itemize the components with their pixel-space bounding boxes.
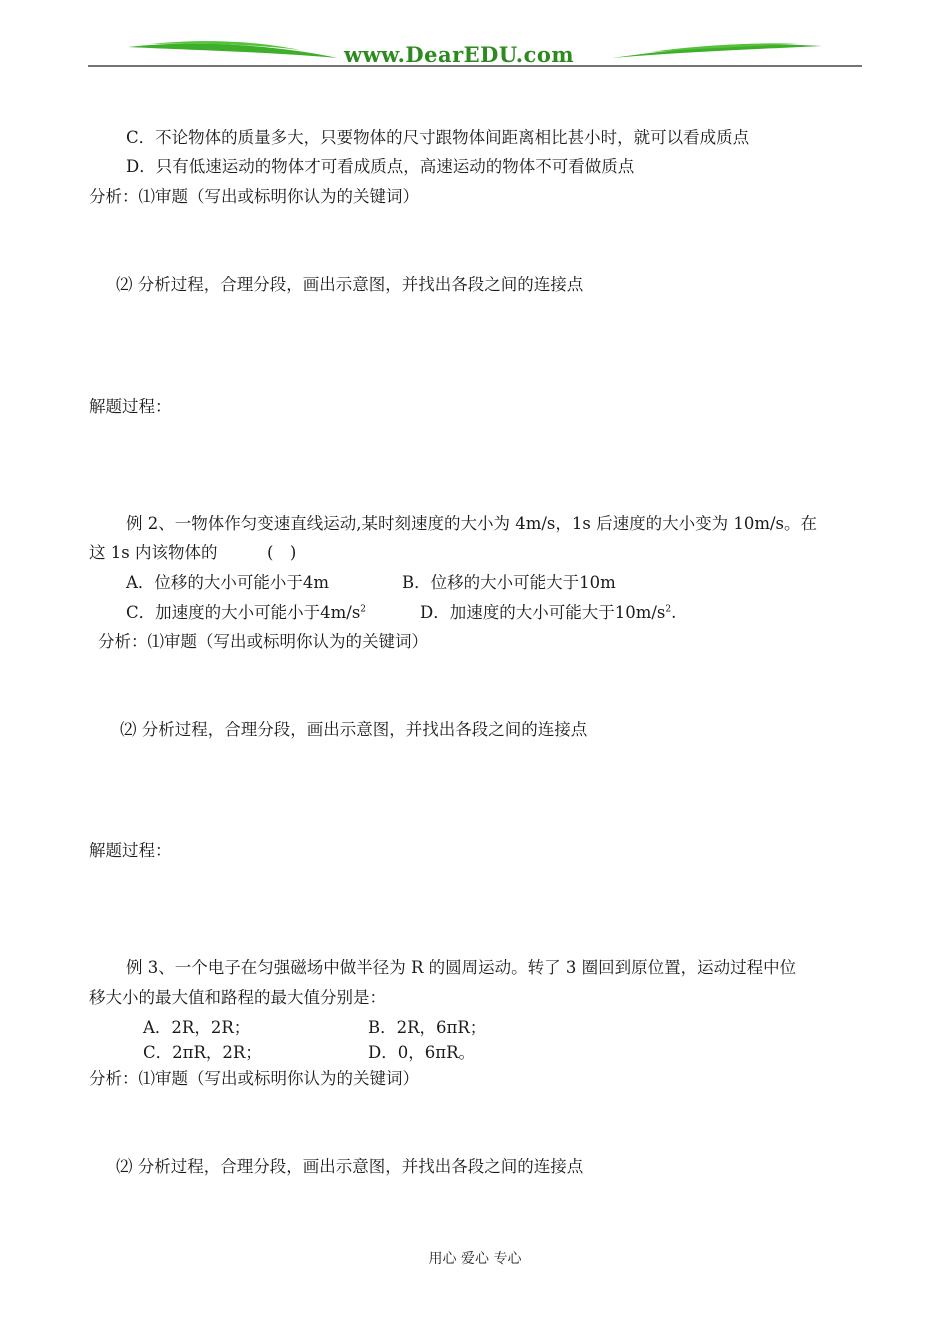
q2-stem-line2: 这 1s 内该物体的 ( ) — [89, 543, 297, 562]
q2-analysis-step1: 分析：⑴审题（写出或标明你认为的关键词） — [98, 632, 428, 651]
q3-option-c: C．2πR，2R； — [143, 1043, 262, 1062]
page-header — [0, 0, 950, 80]
q3-analysis-step2: ⑵ 分析过程，合理分段，画出示意图，并找出各段之间的连接点 — [116, 1157, 584, 1176]
q1-analysis-step1: 分析：⑴审题（写出或标明你认为的关键词） — [89, 187, 419, 206]
q2-option-b: B．位移的大小可能大于10m — [402, 573, 616, 592]
q1-option-c: C．不论物体的质量多大，只要物体的尺寸跟物体间距离相比甚小时，就可以看成质点 — [126, 128, 750, 147]
q3-analysis-step1: 分析：⑴审题（写出或标明你认为的关键词） — [89, 1069, 419, 1088]
q2-option-c: C．加速度的大小可能小于$4m/s^2$ — [126, 603, 367, 622]
q3-option-d: D．0，6πR。 — [368, 1043, 475, 1062]
q1-solution-label: 解题过程： — [89, 397, 172, 416]
q1-analysis-step2: ⑵ 分析过程，合理分段，画出示意图，并找出各段之间的连接点 — [116, 275, 584, 294]
q2-stem-line1: 例 2、一物体作匀变速直线运动,某时刻速度的大小为 4m/s，1s 后速度的大小变为 10m/s。在 — [126, 514, 818, 533]
site-logo-text: www.DearEDU.com — [344, 42, 575, 67]
q2-option-a: A．位移的大小可能小于4m — [126, 573, 330, 592]
q3-option-a: A．2R，2R； — [143, 1018, 251, 1037]
header-swoosh-logo — [0, 0, 950, 80]
q3-option-b: B．2R，6πR； — [368, 1018, 487, 1037]
q3-stem-line2: 移大小的最大值和路程的最大值分别是： — [89, 988, 386, 1007]
q3-stem-line1: 例 3、一个电子在匀强磁场中做半径为 R 的圆周运动。转了 3 圈回到原位置，运动过程中位 — [126, 958, 797, 977]
q2-analysis-step2: ⑵ 分析过程，合理分段，画出示意图，并找出各段之间的连接点 — [120, 720, 588, 739]
q2-solution-label: 解题过程： — [89, 841, 172, 860]
q2-option-d: D．加速度的大小可能大于$10m/s^2$. — [420, 603, 677, 622]
page-footer: 用心 爱心 专心 — [428, 1251, 522, 1267]
q1-option-d: D．只有低速运动的物体才可看成质点，高速运动的物体不可看做质点 — [126, 157, 635, 176]
